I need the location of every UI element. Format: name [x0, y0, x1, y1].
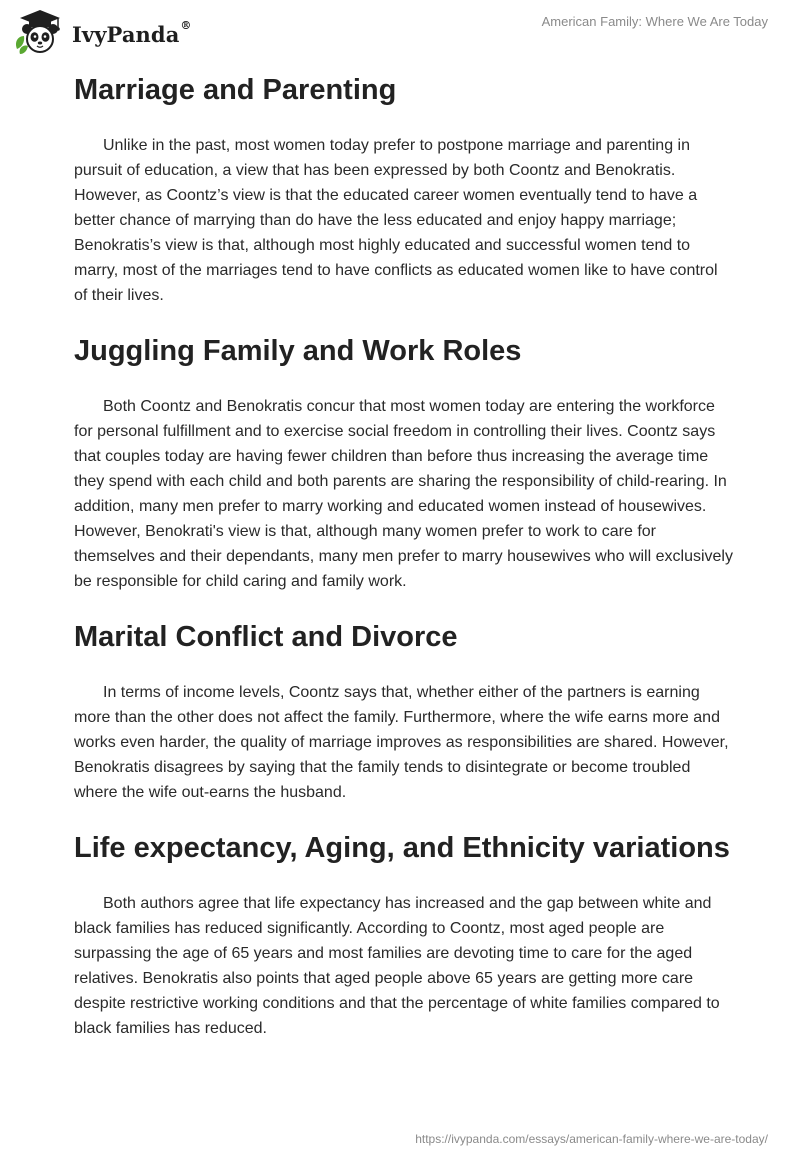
ivypanda-logo[interactable] — [14, 9, 192, 55]
logo-wordmark — [72, 18, 192, 47]
logo-text: IvyPanda — [72, 21, 180, 47]
essay-body — [74, 70, 734, 1041]
section-heading: Marriage and Parenting — [74, 74, 397, 106]
section-heading: Life expectancy, Aging, and Ethnicity variations — [74, 832, 730, 864]
section-paragraph: Unlike in the past, most women today prefer to postpone marriage and parenting in pursuit of education, a view that has been expressed by both Coontz and Benokratis. However, as Coontz’s view is that the educated career women eventually tend to have a better chance of marrying than do have the less educated and enjoy happy marriage; Benokratis’s view is that, although most highly educated and successful women tend to marry, most of the marriages tend to have conflicts as educated women like to have control of their lives. — [74, 137, 718, 304]
section-paragraph: Both Coontz and Benokratis concur that most women today are entering the workforce for personal fulfillment and to exercise social freedom in controlling their lives. Coontz says that couples today are having fewer children than before thus increasing the average time they spend with each child and both parents are sharing the responsibility of child-rearing. In addition, many men prefer to marry working and educated women instead of housewives. However, Benokrati's view is that, although many women prefer to work to care for themselves and their dependants, many men prefer to marry housewives who will exclusively be responsible for child caring and family work. — [74, 398, 733, 590]
registered-mark: ® — [180, 18, 192, 32]
panda-graduation-cap-icon — [14, 9, 66, 55]
page-header — [0, 0, 800, 60]
section-paragraph: Both authors agree that life expectancy has increased and the gap between white and black families has reduced significantly. According to Coontz, most aged people are surpassing the age of 65 years and most families are devoting time to care for the aged relatives. Benokratis also points that aged people above 65 years are getting more care despite restrictive working conditions and that the percentage of white families compared to black families has reduced. — [74, 895, 720, 1037]
section-paragraph: In terms of income levels, Coontz says that, whether either of the partners is earning more than the other does not affect the family. Furthermore, where the wife earns more and works even harder, the quality of marriage improves as responsibilities are shared. However, Benokratis disagrees by saying that the family tends to disintegrate or become troubled where the wife out-earns the husband. — [74, 684, 729, 801]
section-heading: Marital Conflict and Divorce — [74, 621, 458, 653]
section-heading: Juggling Family and Work Roles — [74, 335, 522, 367]
source-url[interactable]: https://ivypanda.com/essays/american-family-where-we-are-today/ — [415, 1132, 768, 1146]
document-title: American Family: Where We Are Today — [541, 14, 768, 29]
